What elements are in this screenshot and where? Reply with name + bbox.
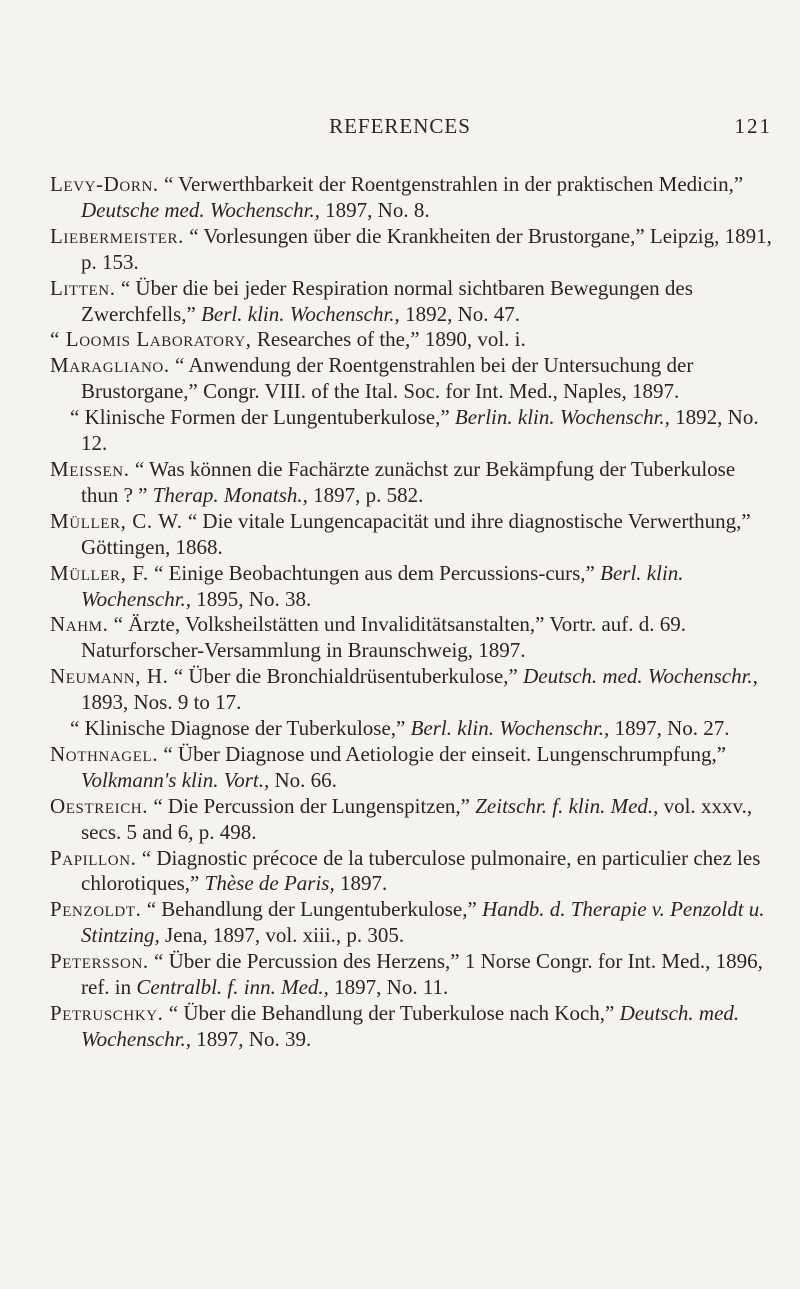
reference-journal: Zeitschr. f. klin. Med., [475,793,659,818]
reference-text: “ Ärzte, Volksheilstätten und Invaliditätsanstalten,” Vortr. auf. d. 69. Naturforscher-Versammlung in Braunschweig, 1897. [81,612,687,663]
reference-text: 1897, No. 27. [609,716,730,741]
reference-journal: Berl. klin. Wochenschr., [81,560,684,611]
reference-author: Müller, C. W. [50,508,183,533]
reference-journal: Thèse de Paris, [204,871,335,896]
reference-text: “ Über die Bronchialdrüsentuberkulose,” [168,664,524,689]
reference-author: Papillon. [50,845,137,870]
reference-text: Researches of the,” 1890, vol. i. [251,327,526,352]
reference-text: “ Über die bei jeder Respiration normal sichtbaren Bewegungen des Zwerchfells,” [81,275,693,326]
reference-text: No. 66. [269,767,337,792]
reference-author: Nahm. [50,612,109,637]
reference-entry [50,172,775,224]
reference-entry [50,405,775,457]
reference-entry [50,224,775,276]
reference-text: 1895, No. 38. [191,586,312,611]
reference-text: “ Was können die Fachärzte zunächst zur Bekämpfung der Tuberkulose thun ? ” [81,456,736,507]
reference-author: Petersson. [50,949,149,974]
page-number: 121 [734,114,772,138]
reference-journal: Therap. Monatsh., [152,482,308,507]
reference-journal: Berl. klin. Wochenschr., [201,301,400,326]
reference-journal: Handb. d. Therapie v. Penzoldt u. Stintzing, [81,897,765,948]
reference-author: Liebermeister. [50,223,184,248]
reference-entry [50,561,775,613]
reference-text: 1893, Nos. 9 to 17. [81,690,242,715]
reference-entry [50,949,775,1001]
reference-journal: Berlin. klin. Wochenschr., [454,405,670,430]
reference-text: 1897, No. 39. [191,1026,312,1051]
reference-entry [50,353,775,405]
reference-entry [50,1001,775,1053]
reference-entry [50,457,775,509]
reference-entry [50,897,775,949]
reference-entry [50,327,775,353]
reference-text: “ Einige Beobachtungen aus dem Percussions-curs,” [148,560,601,585]
reference-author: Nothnagel. [50,741,159,766]
reference-journal: Volkmann's klin. Vort., [81,767,270,792]
reference-entry [50,846,775,898]
reference-entry [50,612,775,664]
reference-text: “ Über die Behandlung der Tuberkulose nach Koch,” [163,1001,620,1025]
reference-text: “ Über die Percussion des Herzens,” 1 Norse Congr. for Int. Med., 1896, ref. in [81,949,763,1000]
reference-text: vol. xxxv., secs. 5 and 6, p. 498. [81,793,753,844]
reference-list [50,172,775,1053]
reference-entry [50,716,775,742]
reference-entry [50,664,775,716]
reference-text: 1892, No. 47. [399,301,520,326]
reference-text: 1897, No. 8. [319,197,430,222]
reference-author: “ Loomis Laboratory, [50,327,252,352]
reference-journal: Deutsch. med. Wochenschr., [81,1001,740,1051]
reference-text: Jena, 1897, vol. xiii., p. 305. [159,923,405,948]
reference-author: Petruschky. [50,1001,164,1025]
reference-text: “ Verwerthbarkeit der Roentgenstrahlen in der praktischen Medicin,” [158,172,744,196]
reference-text: “ Über Diagnose und Aetiologie der einseit. Lungenschrumpfung,” [158,741,727,766]
reference-author: Oestreich. [50,793,149,818]
running-head: REFERENCES [329,114,471,138]
reference-text: 1897. [334,871,388,896]
reference-entry [50,742,775,794]
reference-journal: Deutsch. med. Wochenschr., [523,664,758,689]
reference-journal: Centralbl. f. inn. Med., [136,975,329,1000]
reference-journal: Deutsche med. Wochenschr., [81,197,320,222]
page-header [0,114,800,144]
reference-text: “ Klinische Diagnose der Tuberkulose,” [70,716,411,741]
reference-text: “ Behandlung der Lungentuberkulose,” [141,897,483,922]
reference-author: Levy-Dorn. [50,172,159,196]
reference-text: “ Diagnostic précoce de la tuberculose pulmonaire, en particulier chez les chlorotiques,” [81,845,761,896]
reference-text: “ Die Percussion der Lungenspitzen,” [148,793,476,818]
reference-author: Penzoldt. [50,897,142,922]
reference-entry [50,509,775,561]
reference-text: 1892, No. 12. [81,405,759,456]
reference-author: Meissen. [50,456,130,481]
reference-text: “ Klinische Formen der Lungentuberkulose,” [70,405,455,430]
reference-author: Maragliano. [50,353,170,378]
reference-entry [50,794,775,846]
reference-text: “ Vorlesungen über die Krankheiten der Brustorgane,” Leipzig, 1891, p. 153. [81,223,772,274]
reference-entry [50,276,775,328]
reference-text: “ Die vitale Lungencapacität und ihre diagnostische Verwerthung,” Göttingen, 1868. [81,508,751,559]
reference-text: 1897, p. 582. [307,482,424,507]
reference-author: Litten. [50,275,116,300]
reference-author: Neumann, H. [50,664,169,689]
reference-author: Müller, F. [50,560,149,585]
reference-text: “ Anwendung der Roentgenstrahlen bei der Untersuchung der Brustorgane,” Congr. VIII. of the Ital. Soc. for Int. Med., Naples, 1897. [81,353,694,404]
reference-text: 1897, No. 11. [328,975,449,1000]
reference-journal: Berl. klin. Wochenschr., [410,716,610,741]
